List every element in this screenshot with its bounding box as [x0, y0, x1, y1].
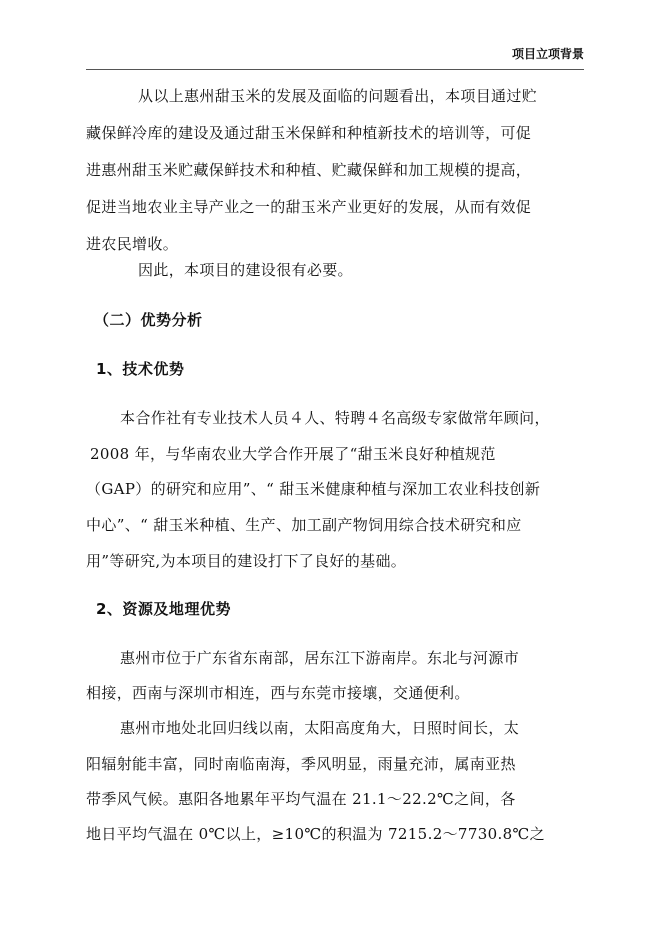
subsection-heading: 2、资源及地理优势 [96, 600, 231, 618]
paragraph-line: 惠州市位于广东省东南部，居东江下游南岸。东北与河源市 [120, 649, 520, 667]
header-title: 项目立项背景 [511, 47, 584, 61]
paragraph-line: 进惠州甜玉米贮藏保鲜技术和种植、贮藏保鲜和加工规模的提高， [86, 161, 532, 179]
paragraph-line: 2008 年，与华南农业大学合作开展了“甜玉米良好种植规范 [90, 445, 496, 463]
section-heading: （二）优势分析 [94, 311, 203, 329]
paragraph-line: 惠州市地处北回归线以南，太阳高度角大，日照时间长，太 [120, 719, 520, 737]
subsection-heading: 1、技术优势 [96, 360, 185, 378]
paragraph-line: 因此，本项目的建设很有必要。 [138, 261, 353, 279]
paragraph-line: 藏保鲜冷库的建设及通过甜玉米保鲜和种植新技术的培训等，可促 [86, 124, 532, 142]
header-divider [86, 69, 584, 70]
paragraph-line: 带季风气候。惠阳各地累年平均气温在 21.1～22.2℃之间，各 [86, 790, 516, 808]
paragraph-line: 促进当地农业主导产业之一的甜玉米产业更好的发展，从而有效促 [86, 198, 532, 216]
paragraph-line: 阳辐射能丰富，同时南临南海，季风明显，雨量充沛，属南亚热 [86, 755, 516, 773]
paragraph-line: 地日平均气温在 0℃以上，≥10℃的积温为 7215.2～7730.8℃之 [86, 825, 545, 843]
paragraph-line: （GAP）的研究和应用”、“ 甜玉米健康种植与深加工农业科技创新 [86, 480, 541, 498]
paragraph-line: 中心”、“ 甜玉米种植、生产、加工副产物饲用综合技术研究和应 [86, 516, 522, 534]
paragraph-line: 相接，西南与深圳市相连，西与东莞市接壤，交通便利。 [86, 684, 470, 702]
paragraph-line: 从以上惠州甜玉米的发展及面临的问题看出，本项目通过贮 [138, 87, 538, 105]
paragraph-line: 用”等研究,为本项目的建设打下了良好的基础。 [86, 552, 407, 570]
paragraph-line: 进农民增收。 [86, 235, 179, 253]
paragraph-line: 本合作社有专业技术人员４人、特聘４名高级专家做常年顾问， [120, 409, 550, 427]
